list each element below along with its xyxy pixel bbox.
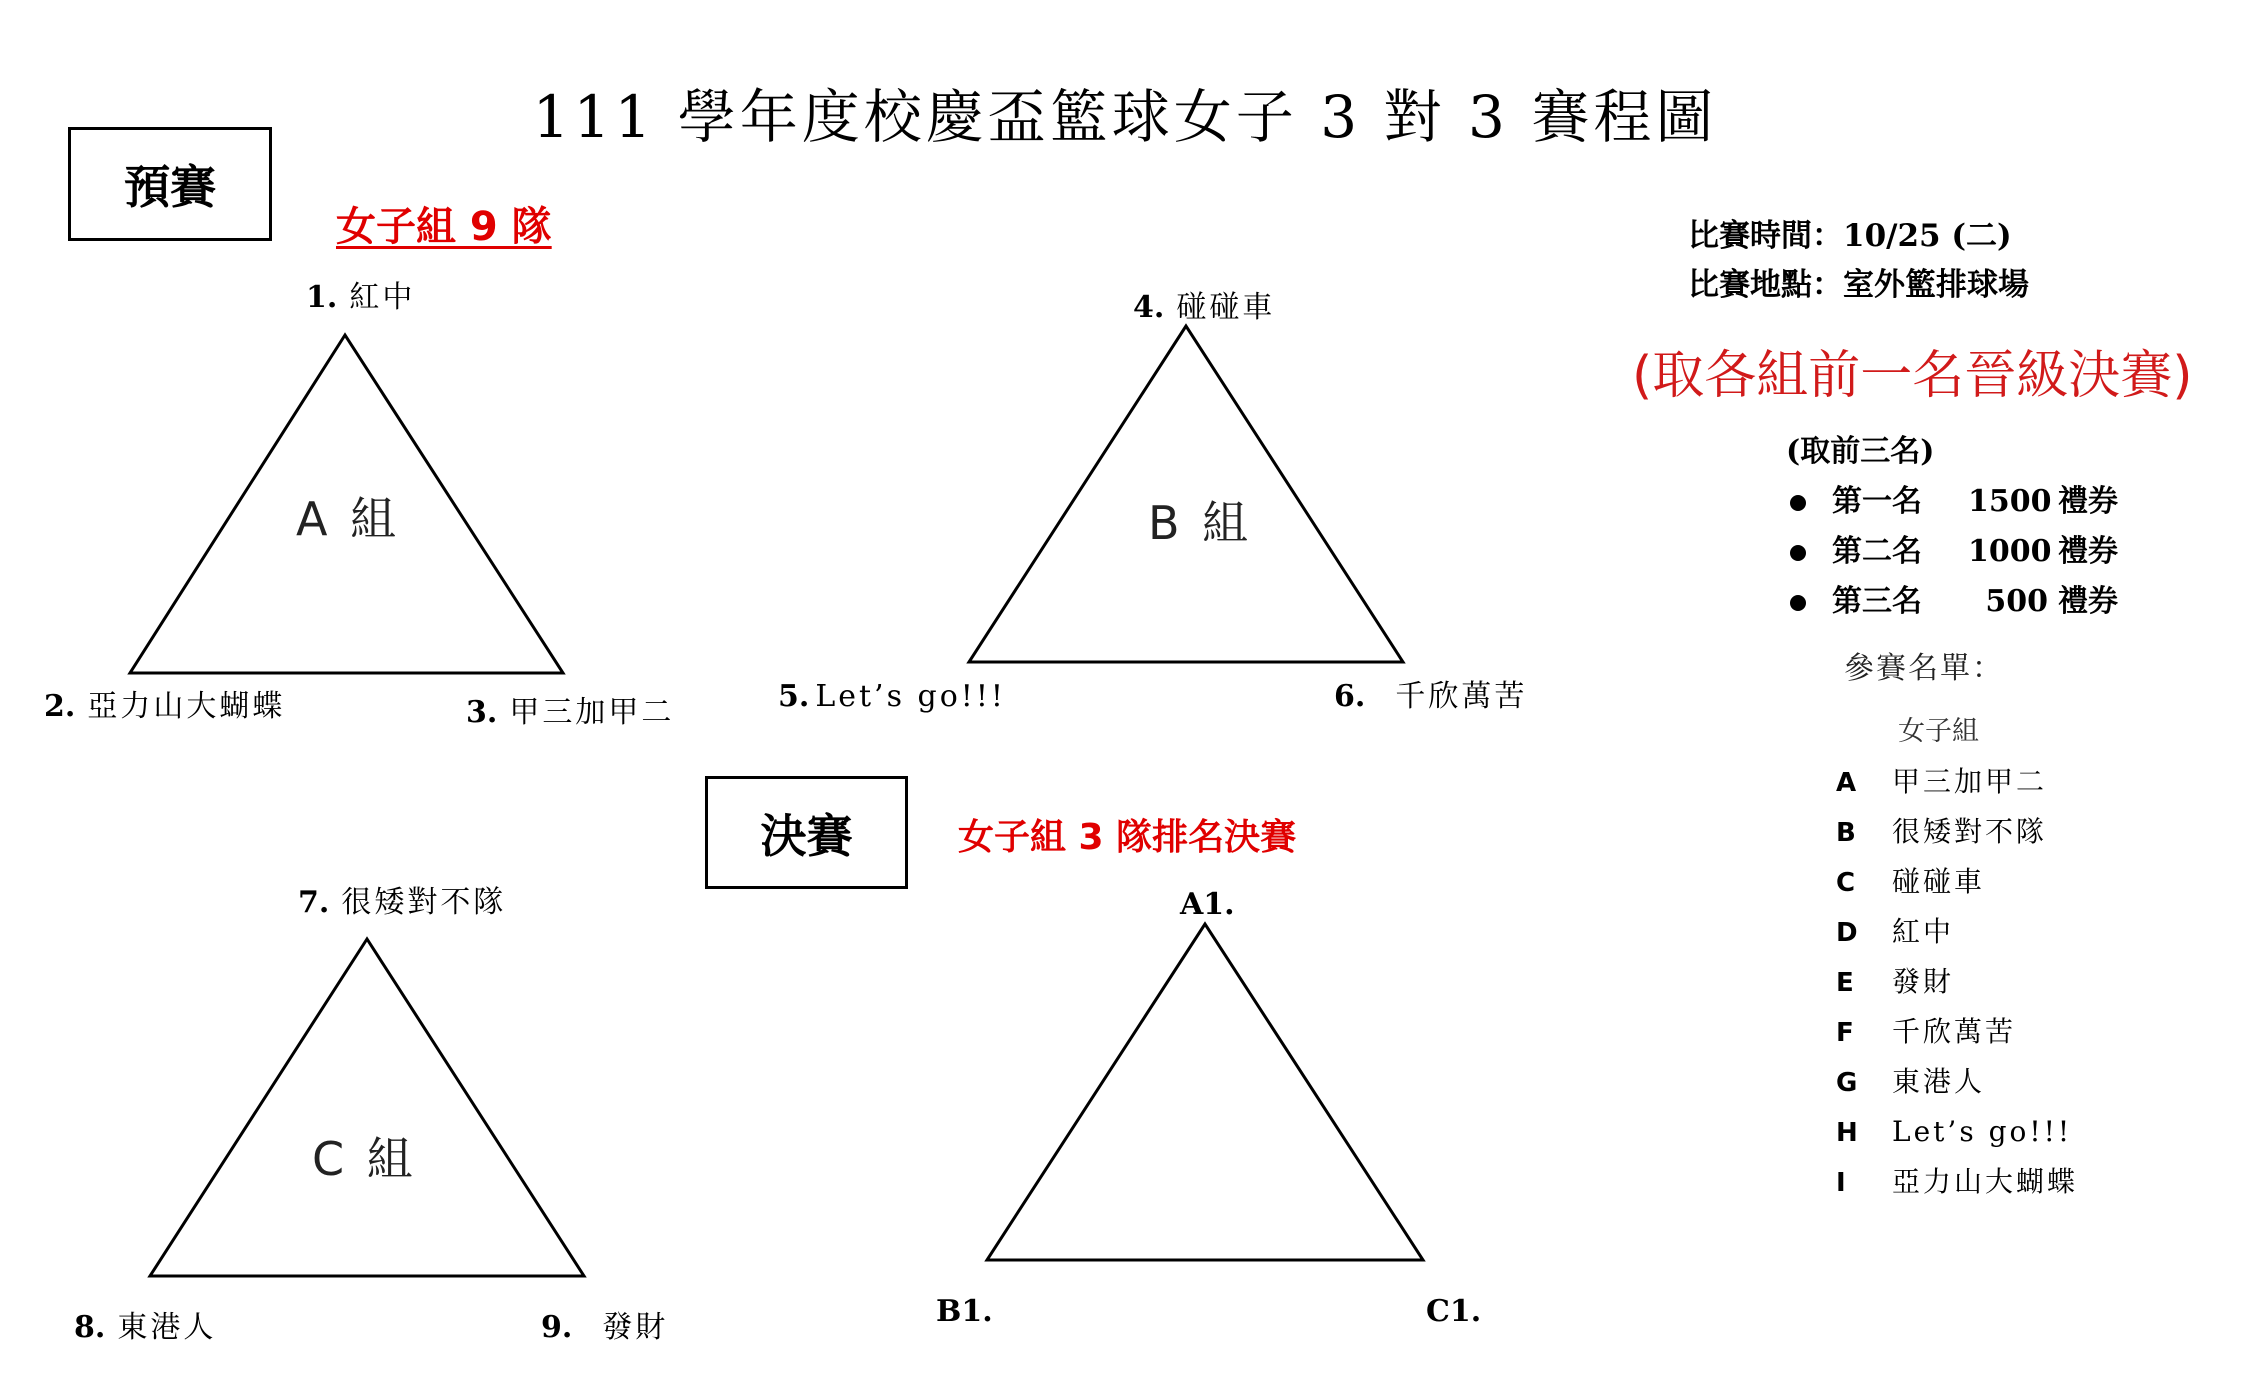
group-b-triangle [969,326,1403,662]
roster-row: A 甲三加甲二 [1836,765,2048,798]
prelim-subtitle: 女子組 9 隊 [336,204,552,250]
roster-division: 女子組 [1898,716,1979,747]
bullet-icon [1790,545,1806,561]
team-5: 5. Let’s go!!! [778,679,1006,714]
final-slot-c1: C1. [1426,1294,1482,1329]
final-label: 決賽 [760,808,853,863]
team-2: 2. 亞力山大蝴蝶 [44,689,286,724]
team-1: 1. 紅中 [306,280,416,315]
roster-row: D 紅中 [1836,915,1955,948]
roster-row: I 亞力山大蝴蝶 [1836,1165,2079,1198]
team-4: 4. 碰碰車 [1133,290,1276,325]
team-8: 8. 東港人 [74,1310,217,1345]
team-3: 3. 甲三加甲二 [466,695,675,730]
bullet-icon [1790,495,1806,511]
bullet-icon [1790,595,1806,611]
group-c-name: C 組 [312,1132,417,1186]
roster-row: B 很矮對不隊 [1836,815,2048,848]
roster-row: C 碰碰車 [1836,865,1986,898]
advance-rule: (取各組前一名晉級決賽) [1632,346,2193,406]
team-9: 9. 發財 [541,1310,669,1345]
roster-row: H Let’s go!!! [1836,1115,2073,1148]
final-triangle [987,924,1423,1260]
final-subtitle: 女子組 3 隊排名決賽 [958,817,1297,858]
page-title: 111 學年度校慶盃籃球女子 3 對 3 賽程圖 [532,83,1718,151]
group-b-name: B 組 [1148,496,1253,550]
match-time: 比賽時間：10/25 (二) [1688,218,2012,254]
prize-row: 第一名 1500 禮券 [1790,487,2118,517]
prize-row: 第二名 1000 禮券 [1790,537,2118,567]
group-c-triangle [150,939,584,1276]
roster-row: E 發財 [1836,965,1955,998]
team-7: 7. 很矮對不隊 [298,885,507,920]
roster-row: F 千欣萬苦 [1836,1015,2017,1048]
final-label-box [705,776,908,889]
prelim-label: 預賽 [124,160,216,214]
group-a-name: A 組 [296,492,401,546]
match-place: 比賽地點：室外籃排球場 [1688,267,2029,303]
prize-heading: (取前三名) [1786,434,1935,469]
final-slot-b1: B1. [936,1294,993,1329]
roster-row: G 東港人 [1836,1065,1986,1098]
final-slot-a1: A1. [1180,887,1235,922]
roster-heading: 參賽名單： [1844,651,2004,686]
team-6: 6. 千欣萬苦 [1334,679,1528,714]
prize-row: 第三名 500 禮券 [1790,587,2118,617]
